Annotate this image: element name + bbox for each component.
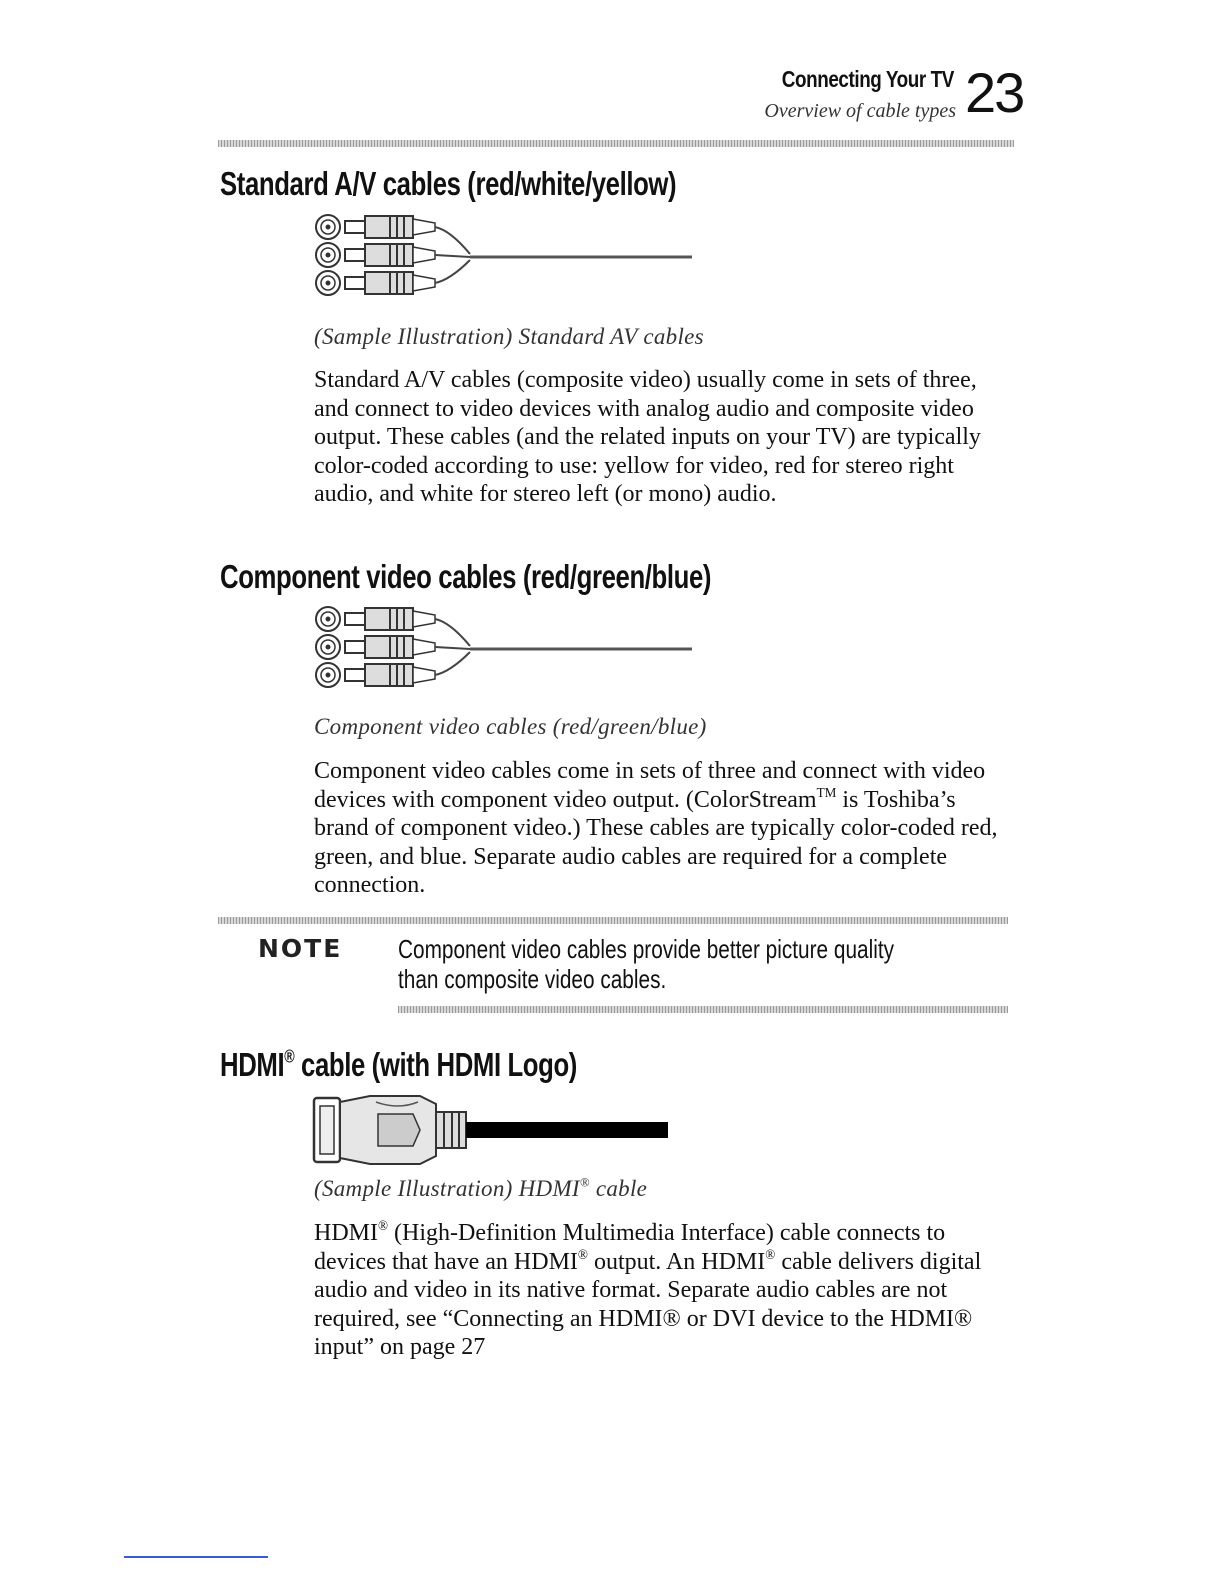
component-heading: Component video cables (red/green/blue)	[220, 558, 712, 595]
note-top-rule	[218, 917, 1008, 924]
av-caption: (Sample Illustration) Standard AV cables	[314, 324, 704, 349]
footer-line	[124, 1556, 268, 1558]
trademark-mark: TM	[816, 784, 837, 800]
note-text: Component video cables provide better picture quality than composite video cables.	[398, 934, 895, 994]
component-body	[314, 757, 1014, 900]
hdmi-body	[314, 1219, 1014, 1362]
hdmi-caption: (Sample Illustration) HDMI® cable	[314, 1175, 648, 1201]
chapter-title: Connecting Your TV	[781, 66, 954, 92]
section-subtitle: Overview of cable types	[764, 100, 956, 122]
page-number: 23	[965, 61, 1024, 124]
hdmi-body-text: HDMI® (High-Definition Multimedia Interface) cable connects to devices that have an HDMI® output. An HDMI® cable delivers digital audio and video in its native format. Separate audio cables are not required, see “Connecting an HDMI® or DVI device to the HDMI® input” on page 27	[314, 1218, 982, 1361]
hdmi-heading: HDMI® cable (with HDMI Logo)	[220, 1046, 577, 1083]
av-cable-illustration	[300, 210, 700, 305]
header-rule	[218, 140, 1014, 147]
av-heading: Standard A/V cables (red/white/yellow)	[220, 165, 677, 202]
hdmi-cable-wire	[466, 1122, 668, 1138]
registered-mark: ®	[284, 1046, 295, 1067]
note-label: NOTE	[258, 934, 343, 963]
component-caption: Component video cables (red/green/blue)	[314, 714, 707, 739]
component-cable-illustration	[300, 602, 700, 697]
av-cable-plugs	[316, 215, 435, 295]
av-body-text: Standard A/V cables (composite video) usually come in sets of three, and connect to video devices with analog audio and composite video output. These cables (and the related inputs on your TV) are typically color-coded according to use: yellow for video, red for stereo right audio, and white for stereo left (or mono) audio.	[314, 367, 981, 508]
hdmi-cable-illustration	[308, 1090, 678, 1170]
component-body-text: Component video cables come in sets of three and connect with video devices with component video output. (ColorStream™ is Toshiba’s brand of component video.) These cables are typically color-coded red, green, and blue. Separate audio cables are required for a complete connection.	[314, 758, 998, 899]
note-bottom-rule	[398, 1006, 1008, 1013]
av-body	[314, 366, 1014, 509]
component-cable-plugs	[316, 607, 435, 687]
